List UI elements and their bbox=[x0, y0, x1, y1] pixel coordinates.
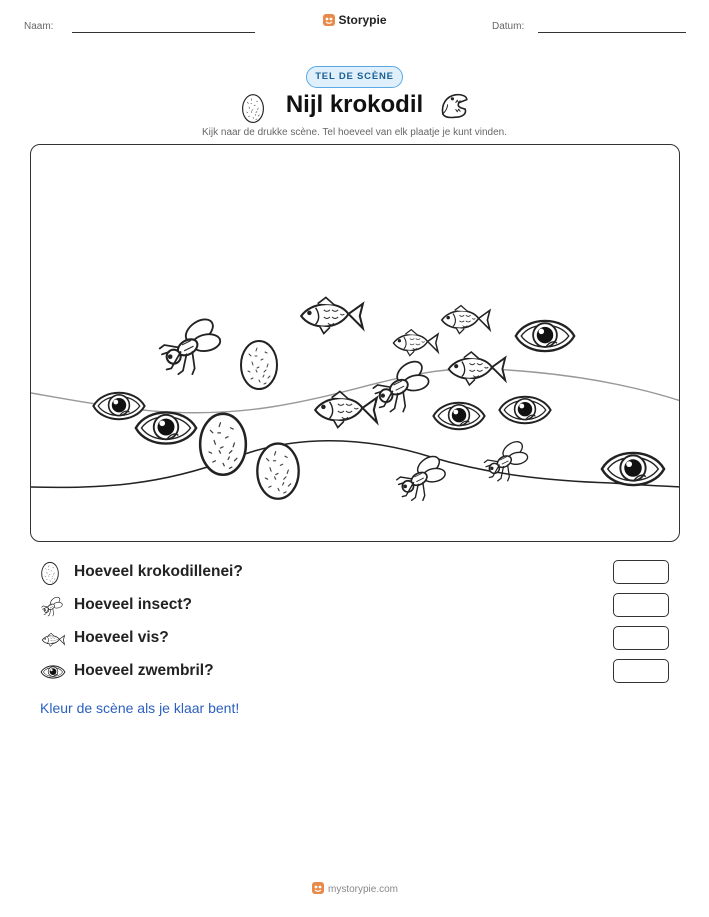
question-row-goggle bbox=[40, 659, 670, 685]
page-title: Nijl krokodil bbox=[285, 91, 424, 118]
storypie-logo-icon bbox=[322, 13, 336, 27]
color-instruction: Kleur de scène als je klaar bent! bbox=[40, 700, 240, 716]
question-label: Hoeveel vis? bbox=[74, 629, 169, 646]
scene-egg bbox=[200, 414, 246, 475]
name-line[interactable] bbox=[72, 32, 255, 33]
answer-box-goggle[interactable] bbox=[613, 659, 669, 683]
date-label: Datum: bbox=[492, 21, 525, 32]
eye-icon bbox=[40, 662, 66, 682]
brand-name: Storypie bbox=[338, 13, 387, 27]
question-row-egg bbox=[40, 560, 670, 586]
question-label: Hoeveel zwembril? bbox=[74, 662, 214, 679]
scene-egg bbox=[257, 444, 298, 499]
storypie-logo-icon bbox=[311, 881, 325, 895]
question-row-insect bbox=[40, 593, 670, 619]
footer bbox=[0, 881, 709, 895]
crocodile-icon bbox=[438, 90, 470, 122]
scene-fly bbox=[373, 357, 430, 411]
footer-url[interactable]: mystorypie.com bbox=[327, 884, 398, 895]
question-row-fish bbox=[40, 626, 670, 652]
scene-goggle bbox=[136, 412, 196, 443]
scene-goggle bbox=[93, 393, 144, 419]
scene-goggle bbox=[499, 397, 550, 423]
water-line-bottom bbox=[31, 441, 680, 488]
answer-box-fish[interactable] bbox=[613, 626, 669, 650]
egg-icon bbox=[40, 561, 60, 585]
scene-fish bbox=[449, 352, 506, 385]
scene-drawing bbox=[31, 145, 680, 542]
activity-badge: TEL DE SCÈNE bbox=[306, 66, 403, 88]
scene-goggle bbox=[433, 403, 484, 429]
scene-goggle bbox=[516, 321, 575, 351]
scene-fish bbox=[301, 297, 363, 333]
name-label: Naam: bbox=[24, 21, 54, 32]
scene-egg bbox=[241, 341, 277, 389]
scene-fish bbox=[393, 330, 438, 356]
question-label: Hoeveel insect? bbox=[74, 596, 193, 613]
instruction-text: Kijk naar de drukke scène. Tel hoeveel van elk plaatje je kunt vinden. bbox=[201, 127, 507, 138]
scene-fly bbox=[397, 453, 446, 501]
scene-goggle bbox=[602, 453, 664, 485]
scene-fly bbox=[484, 438, 528, 481]
scene-fly bbox=[160, 315, 222, 375]
brand bbox=[0, 13, 709, 27]
question-label: Hoeveel krokodillenei? bbox=[74, 563, 243, 580]
counting-scene bbox=[30, 144, 680, 542]
answer-box-insect[interactable] bbox=[613, 593, 669, 617]
fish-icon bbox=[40, 631, 66, 649]
scene-fish bbox=[442, 306, 490, 334]
answer-box-egg[interactable] bbox=[613, 560, 669, 584]
insect-icon bbox=[40, 594, 64, 618]
date-line[interactable] bbox=[538, 32, 686, 33]
